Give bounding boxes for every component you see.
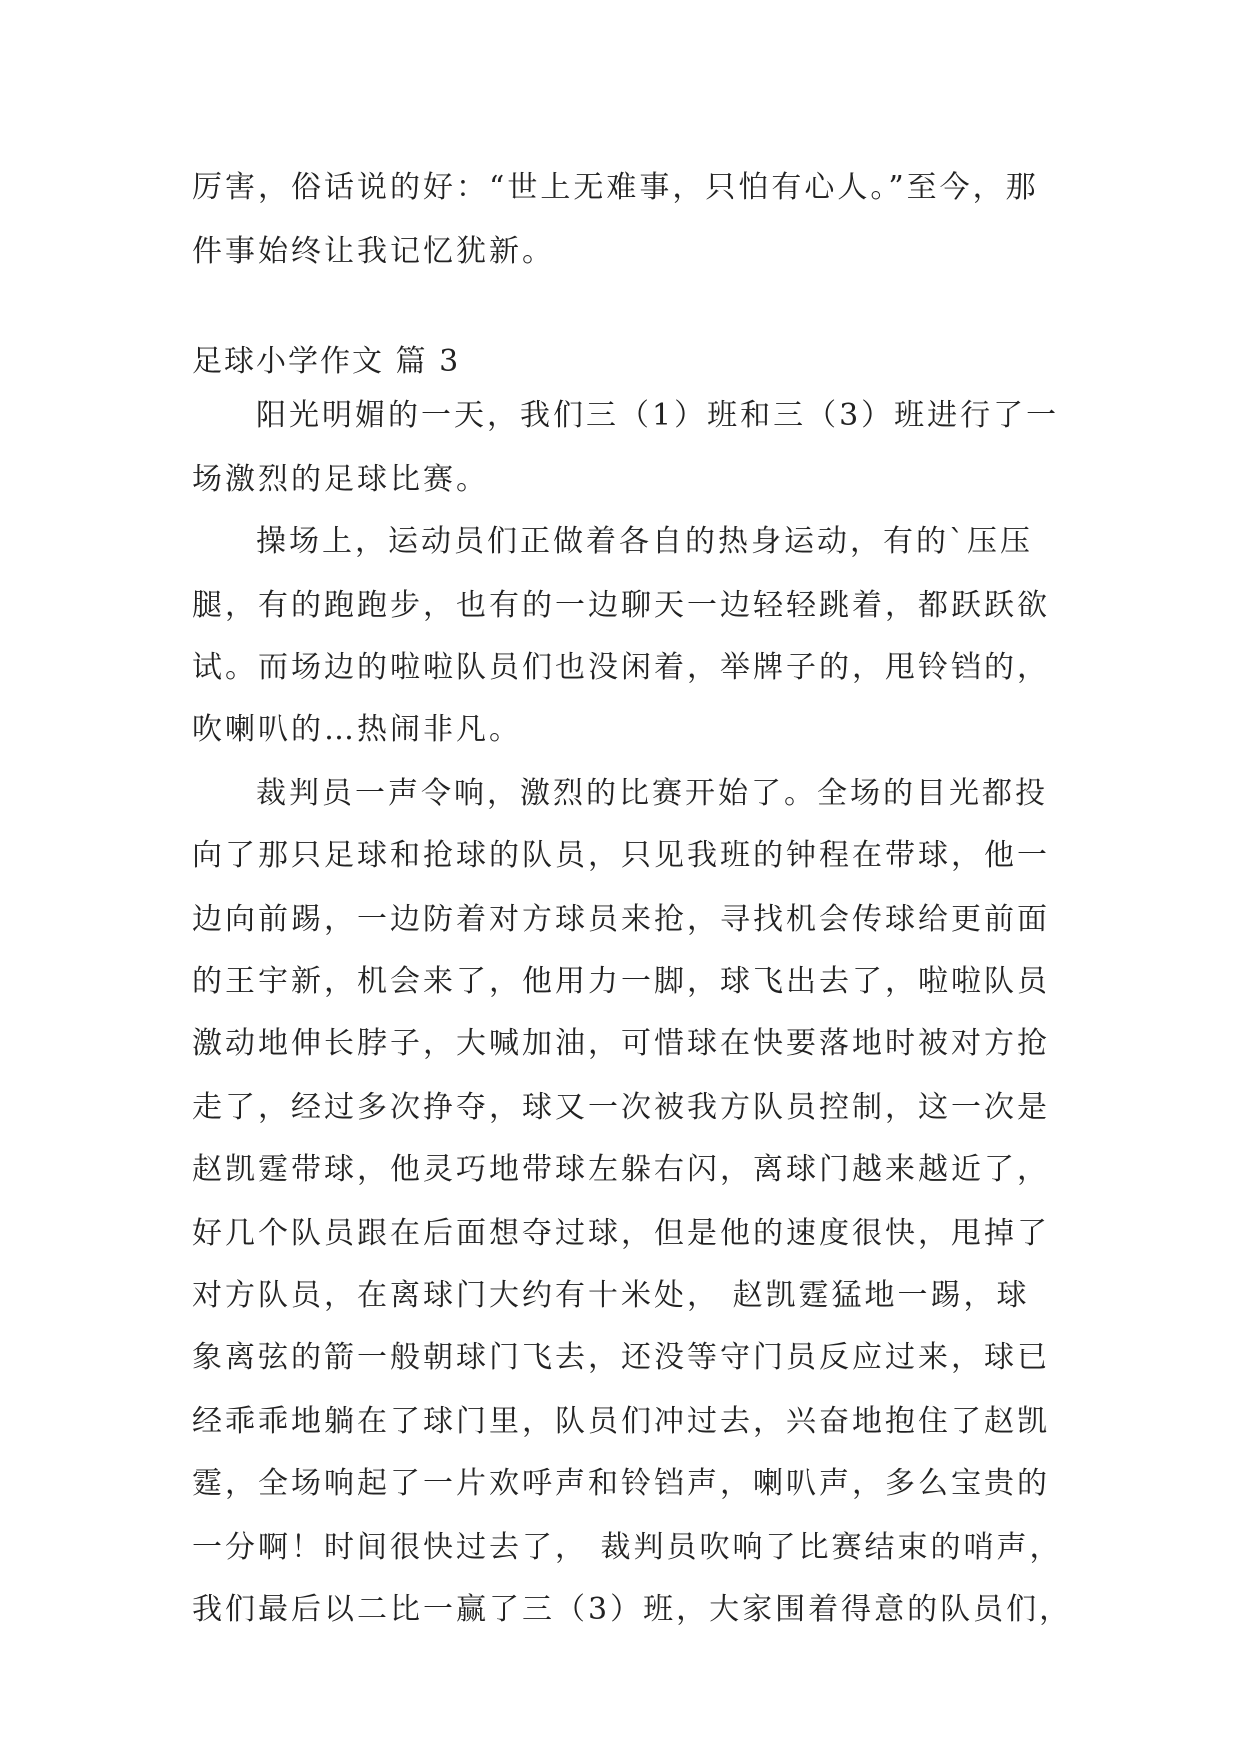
paragraph-line: 激动地伸长脖子，大喊加油，可惜球在快要落地时被对方抢 [192,1026,1050,1061]
paragraph-line: 好几个队员跟在后面想夺过球，但是他的速度很快，甩掉了 [192,1216,1050,1251]
paragraph-line: 象离弦的箭一般朝球门飞去，还没等守门员反应过来，球已 [192,1340,1050,1375]
paragraph-line: 霆，全场响起了一片欢呼声和铃铛声，喇叭声，多么宝贵的 [192,1466,1050,1501]
paragraph-line: 试。而场边的啦啦队员们也没闲着，举牌子的，甩铃铛的， [192,650,1050,685]
paragraph-line: 向了那只足球和抢球的队员，只见我班的钟程在带球，他一 [192,838,1050,873]
paragraph-line: 经乖乖地躺在了球门里，队员们冲过去，兴奋地抱住了赵凯 [192,1404,1050,1439]
paragraph-line: 一分啊！时间很快过去了， 裁判员吹响了比赛结束的哨声， [192,1530,1063,1565]
paragraph-line: 赵凯霆带球，他灵巧地带球左躲右闪，离球门越来越近了， [192,1152,1050,1187]
intro-line: 厉害，俗话说的好：“世上无难事，只怕有心人。”至今，那 [192,170,1039,205]
paragraph-line: 的王宇新，机会来了，他用力一脚，球飞出去了，啦啦队员 [192,964,1050,999]
paragraph-line: 裁判员一声令响，激烈的比赛开始了。全场的目光都投 [256,776,1048,811]
paragraph-line: 腿，有的跑跑步，也有的一边聊天一边轻轻跳着，都跃跃欲 [192,588,1050,623]
paragraph-line: 走了，经过多次挣夺，球又一次被我方队员控制，这一次是 [192,1090,1050,1125]
paragraph-line: 场激烈的足球比赛。 [192,462,489,497]
intro-line: 件事始终让我记忆犹新。 [192,234,555,269]
paragraph-line: 边向前踢，一边防着对方球员来抢，寻找机会传球给更前面 [192,902,1050,937]
paragraph-line: 对方队员，在离球门大约有十米处， 赵凯霆猛地一踢，球 [192,1278,1030,1313]
section-heading: 足球小学作文 篇 3 [192,344,461,379]
paragraph-line: 操场上，运动员们正做着各自的热身运动，有的`压压 [256,524,1033,559]
paragraph-line: 吹喇叭的…热闹非凡。 [192,712,522,747]
paragraph-line: 阳光明媚的一天，我们三（1）班和三（3）班进行了一 [256,398,1060,433]
paragraph-line: 我们最后以二比一赢了三（3）班，大家围着得意的队员们， [192,1592,1073,1627]
